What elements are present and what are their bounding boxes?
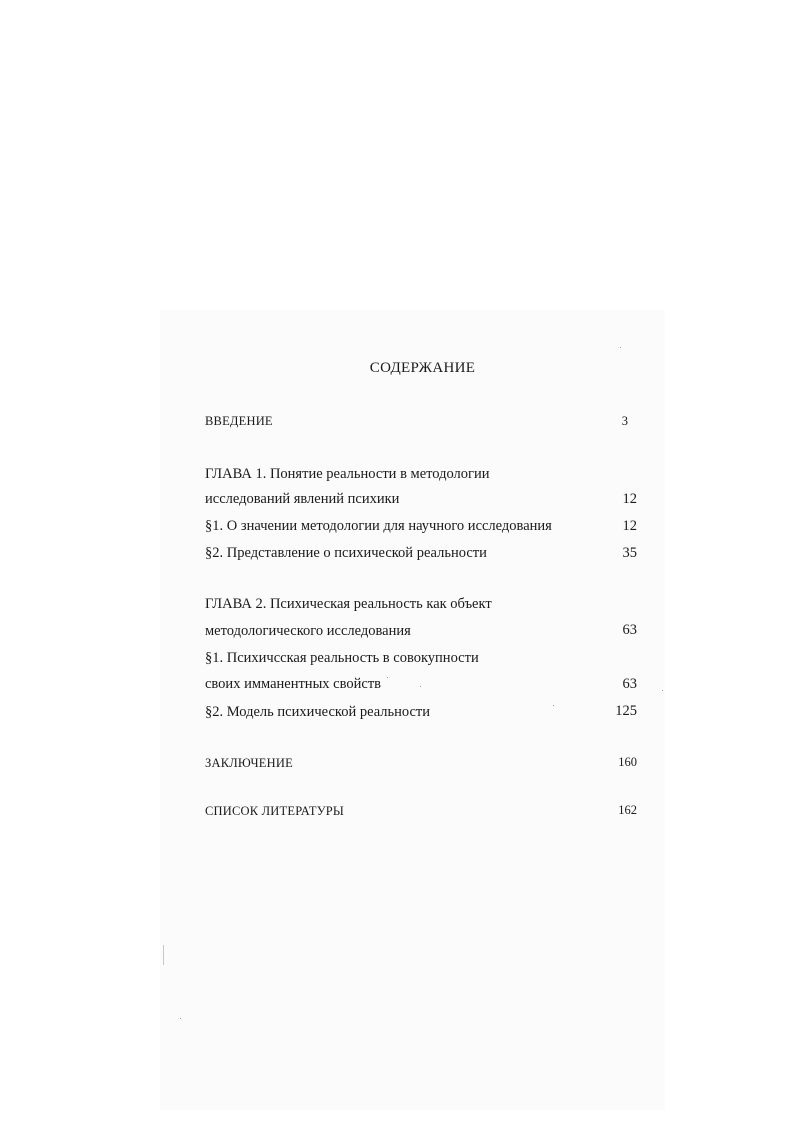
toc-chapter2-section2-label: §2. Модель психической реальности [205,704,431,720]
toc-chapter1-heading: ГЛАВА 1. Понятие реальности в методологии [205,466,490,482]
scan-speck [163,945,164,965]
toc-chapter2-page: 63 [622,622,637,638]
toc-chapter2-section1-label: §1. Психичсская реальность в совокупности [205,650,479,666]
toc-conclusion-page: 160 [618,755,637,769]
toc-bibliography-page: 162 [618,803,637,817]
toc-intro-page: 3 [621,414,628,428]
scan-speck [420,686,421,687]
toc-chapter1-section1-page: 12 [622,518,637,534]
toc-chapter2-heading: ГЛАВА 2. Психическая реальность как объект [205,596,492,612]
toc-bibliography-label: СПИСОК ЛИТЕРАТУРЫ [205,804,345,818]
toc-chapter1-section1-label: §1. О значении методологии для научного исследования [205,518,552,534]
scan-speck [620,347,621,348]
toc-conclusion-label: ЗАКЛЮЧЕНИЕ [205,756,293,770]
toc-intro-label: ВВЕДЕНИЕ [205,414,273,428]
toc-chapter2-heading-cont: методологического исследования [205,623,411,639]
toc-chapter1-section2-page: 35 [622,545,637,561]
toc-chapter2-section1-page: 63 [622,676,637,692]
toc-title: СОДЕРЖАНИЕ [369,360,476,376]
toc-chapter1-section2-label: §2. Представление о психической реальности [205,545,487,561]
toc-chapter1-page: 12 [622,491,637,507]
scan-speck [387,677,388,678]
scan-speck [180,1018,181,1019]
scan-speck [553,705,554,706]
toc-chapter2-section2-page: 125 [615,703,637,719]
scan-speck [662,690,663,691]
toc-chapter2-section1-label-cont: своих имманентных свойств [205,676,381,692]
toc-chapter1-heading-cont: исследований явлений психики [205,491,400,507]
